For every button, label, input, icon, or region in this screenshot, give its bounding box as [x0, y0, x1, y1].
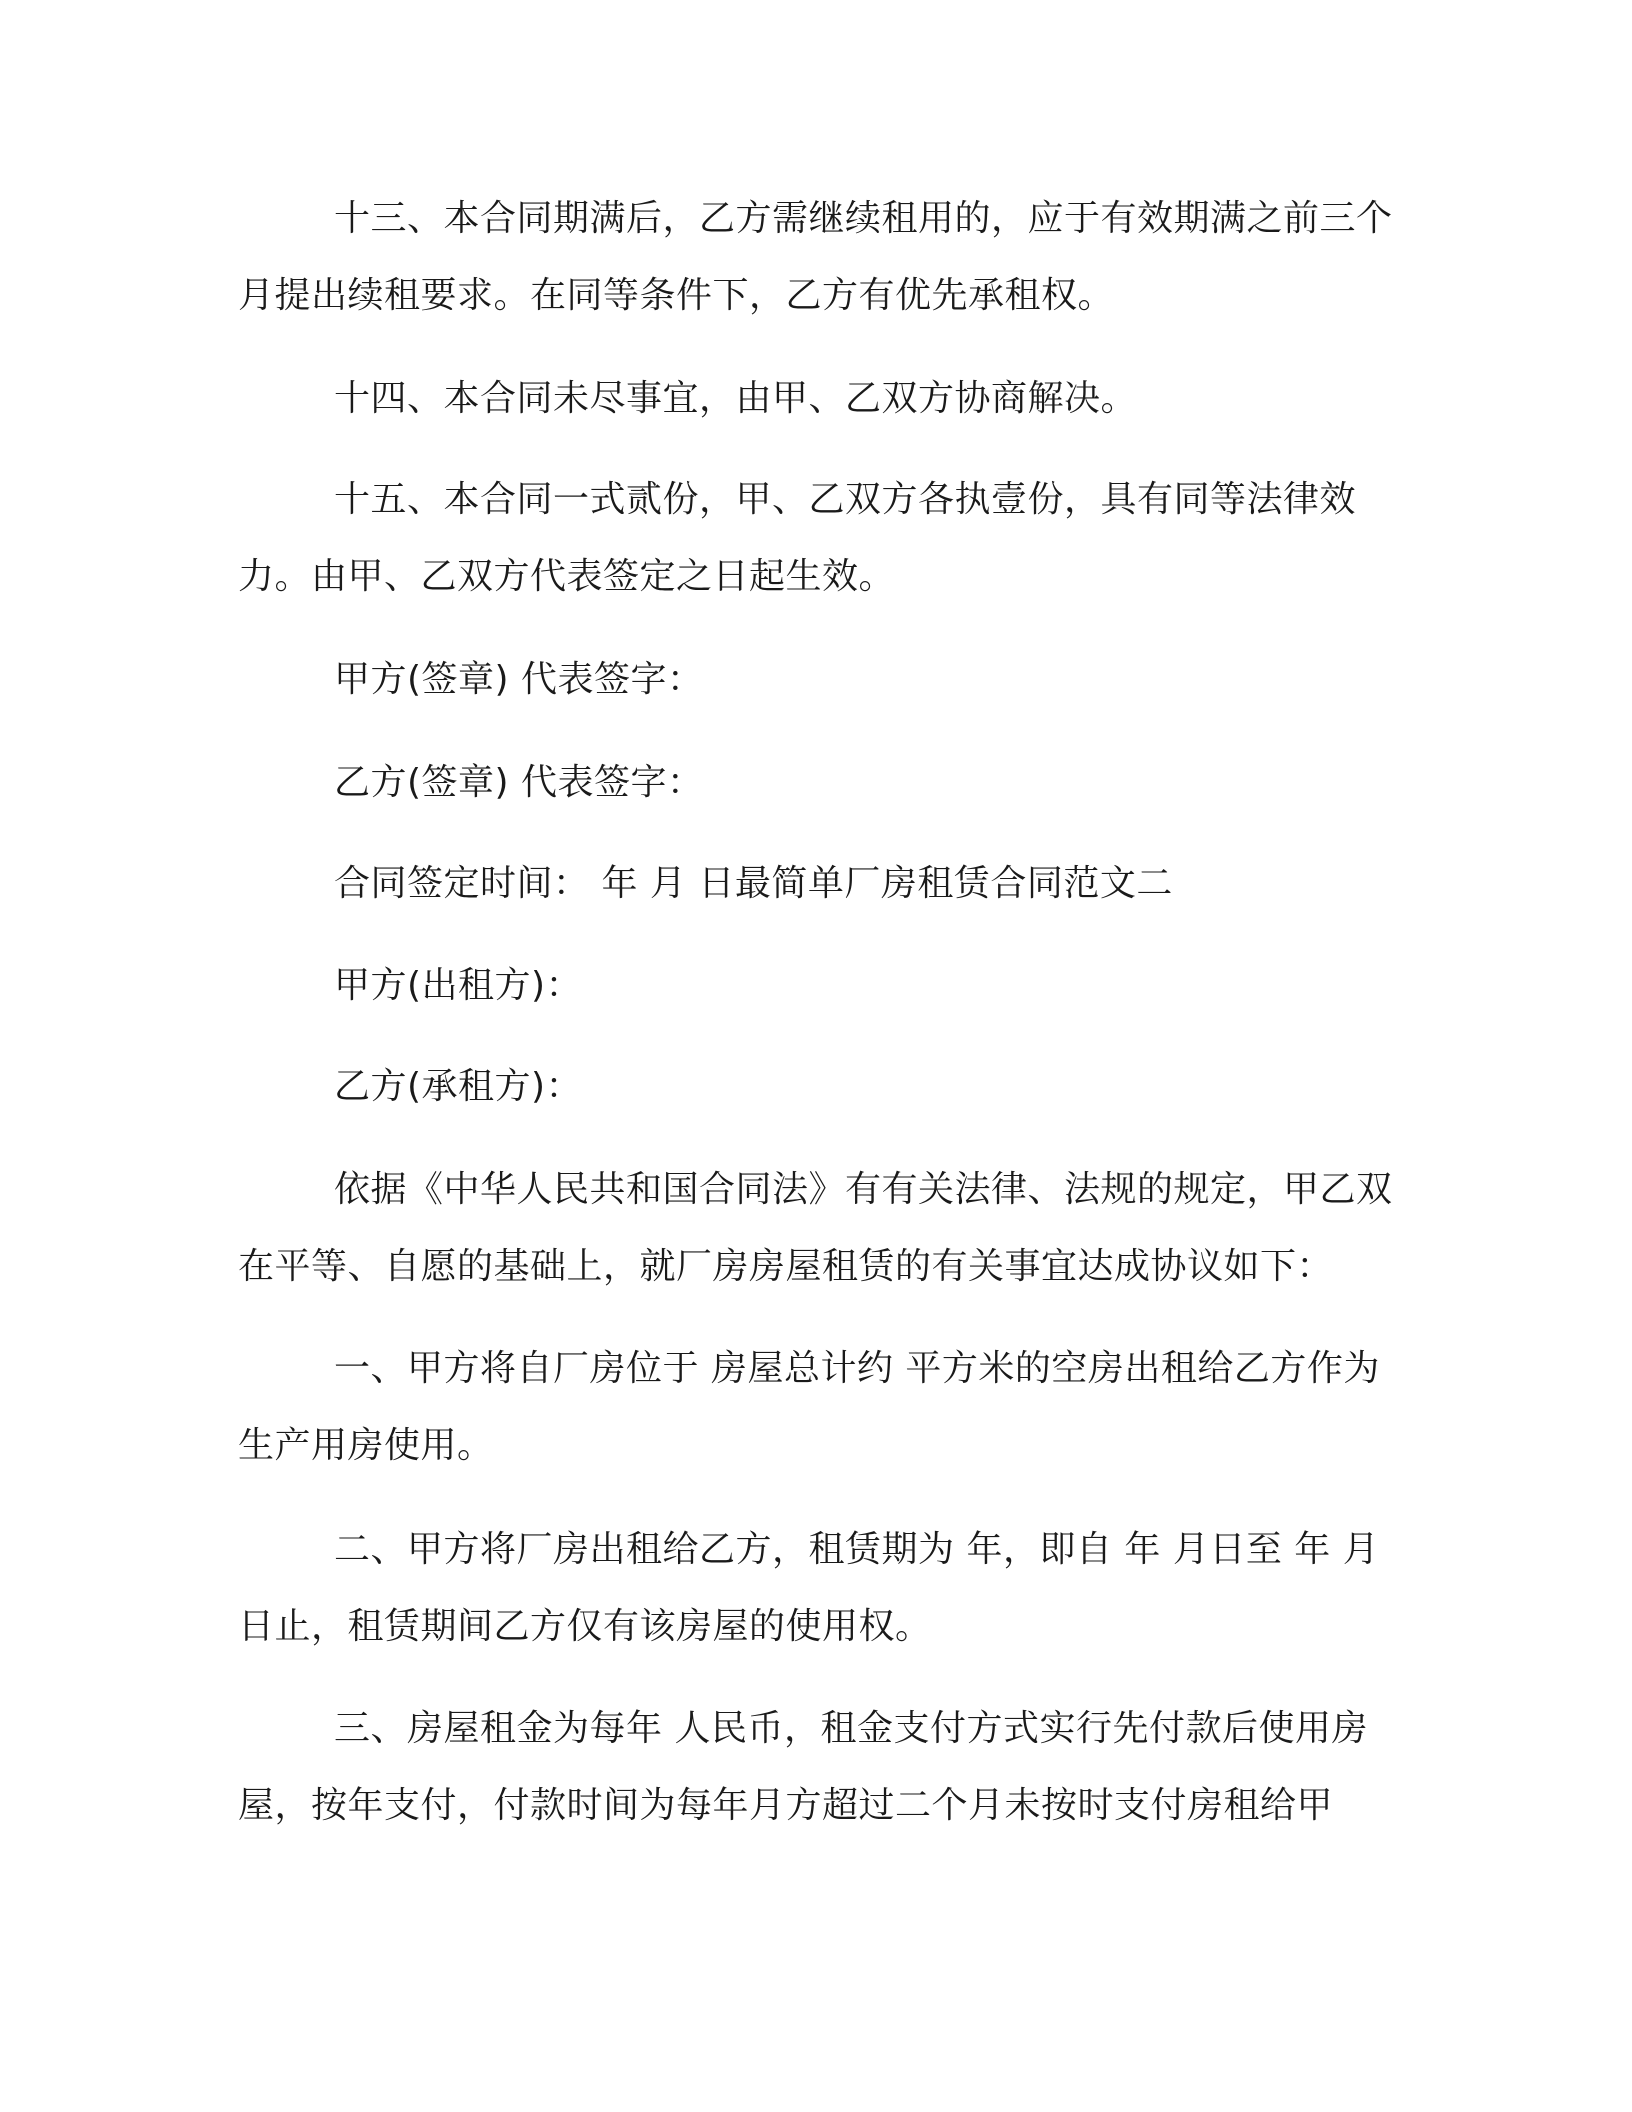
clause-3: 三、房屋租金为每年 人民币，租金支付方式实行先付款后使用房屋，按年支付，付款时间为每年月方超过二个月未按时支付房租给甲	[238, 1708, 1368, 1826]
clause-2: 二、甲方将厂房出租给乙方，租赁期为 年，即自 年 月日至 年 月日止，租赁期间乙方仅有该房屋的使用权。	[238, 1529, 1380, 1647]
clause-13: 十三、本合同期满后，乙方需继续租用的，应于有效期满之前三个月提出续租要求。在同等条件下，乙方有优先承租权。	[238, 198, 1393, 316]
lessor-line: 甲方(出租方)：	[334, 965, 583, 1006]
preamble-paragraph: 依据《中华人民共和国合同法》有有关法律、法规的规定，甲乙双在平等、自愿的基础上，就厂房房屋租赁的有关事宜达成协议如下：	[238, 1169, 1393, 1287]
clause-1: 一、甲方将自厂房位于 房屋总计约 平方米的空房出租给乙方作为生产用房使用。	[238, 1348, 1380, 1466]
clause-15: 十五、本合同一式贰份，甲、乙双方各执壹份，具有同等法律效力。由甲、乙双方代表签定之日起生效。	[238, 479, 1357, 597]
lessee-line: 乙方(承租方)：	[334, 1066, 583, 1107]
party-b-signature-line: 乙方(签章) 代表签字：	[334, 762, 704, 803]
signing-date-line: 合同签定时间： 年 月 日最简单厂房租赁合同范文二	[334, 863, 1173, 904]
party-a-signature-line: 甲方(签章) 代表签字：	[334, 659, 704, 700]
clause-14: 十四、本合同未尽事宜，由甲、乙双方协商解决。	[334, 378, 1138, 419]
